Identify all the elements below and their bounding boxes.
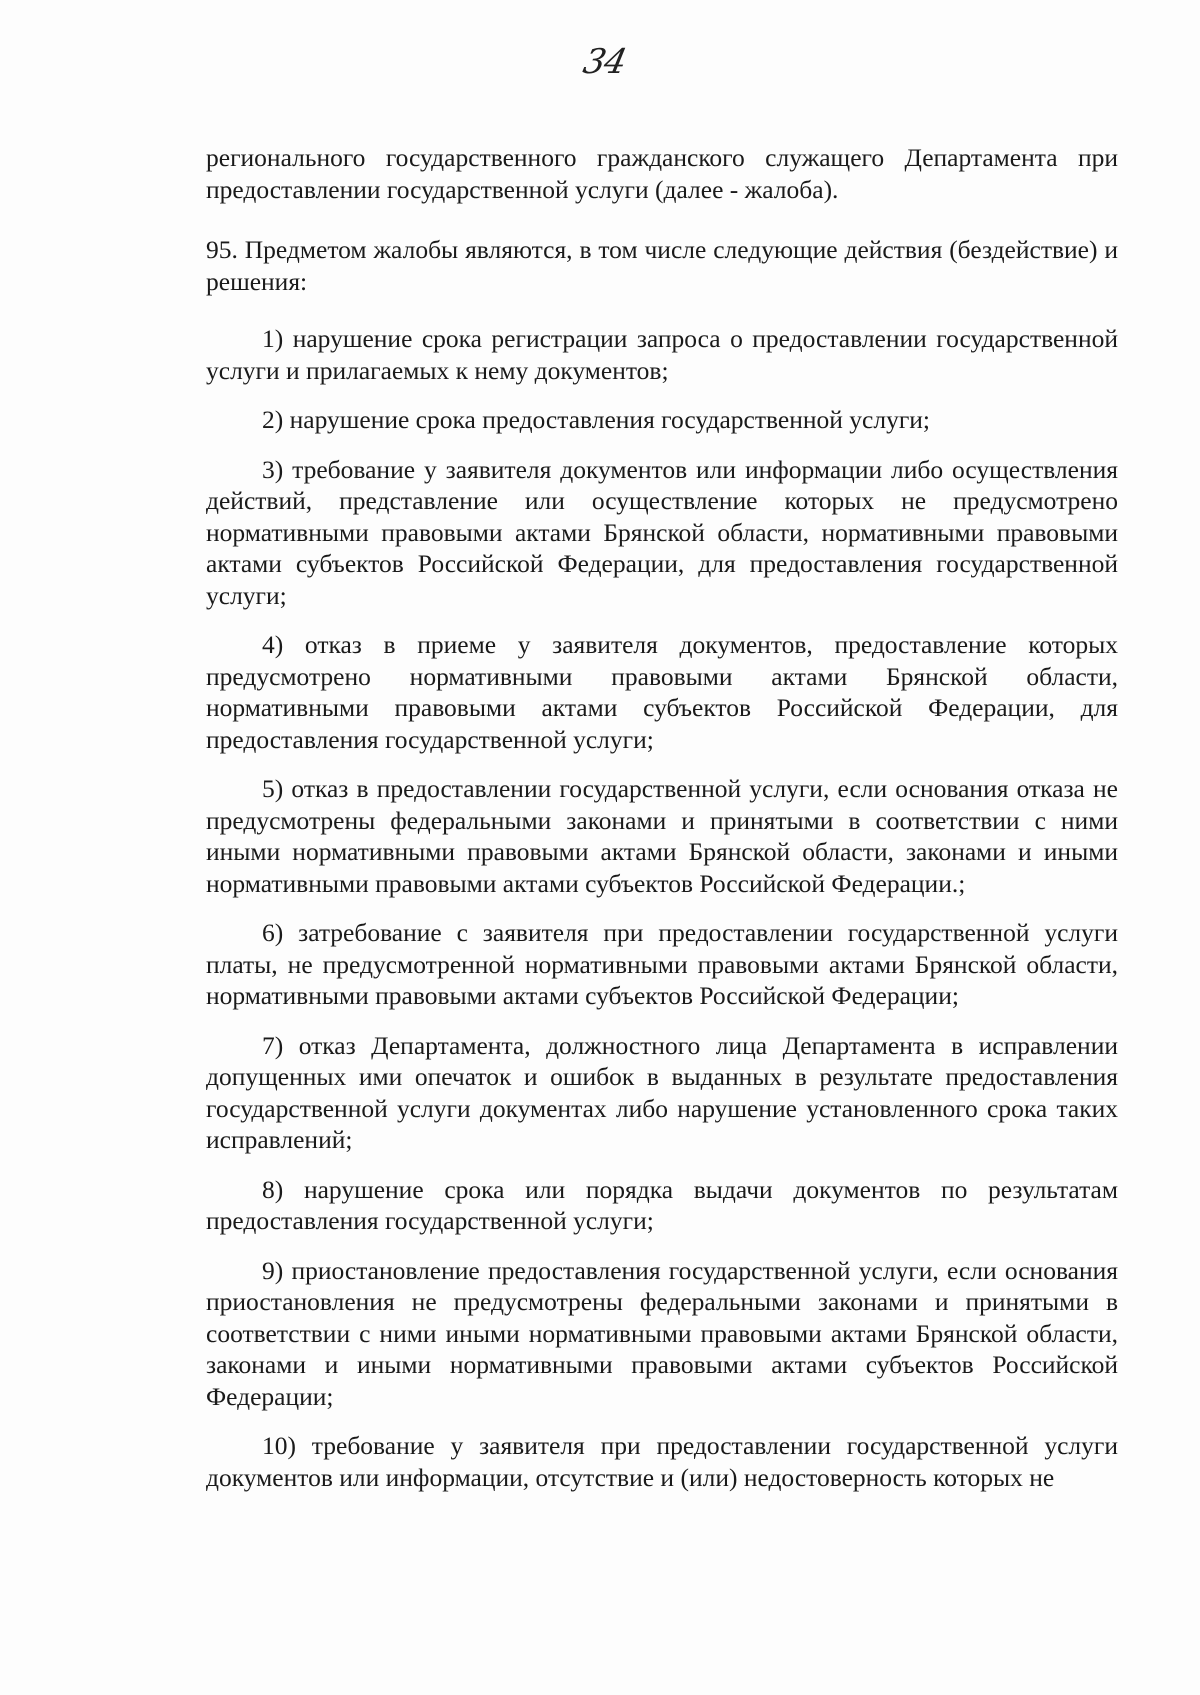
page-number: 34	[579, 42, 630, 82]
document-body	[206, 142, 1118, 1493]
list-item-8: 8) нарушение срока или порядка выдачи документов по результатам предоставления государственной услуги;	[206, 1174, 1118, 1235]
list-item-7: 7) отказ Департамента, должностного лица Департамента в исправлении допущенных ими опечаток и ошибок в выданных в результате предоставления государственной услуги документах либо нарушение установленного срока таких исправлений;	[206, 1030, 1118, 1154]
list-item-5: 5) отказ в предоставлении государственной услуги, если основания отказа не предусмотрены федеральными законами и принятыми в соответствии с ними иными нормативными правовыми актами Брянской области, законами и иными нормативными правовыми актами субъектов Российской Федерации.;	[206, 774, 1118, 898]
paragraph-continuation: регионального государственного гражданского служащего Департамента при предоставлении государственной услуги (далее - жалоба).	[206, 143, 1118, 204]
paragraph-95: 95. Предметом жалобы являются, в том числе следующие действия (бездействие) и решения:	[206, 235, 1118, 296]
list-item-3: 3) требование у заявителя документов или информации либо осуществления действий, представление или осуществление которых не предусмотрено нормативными правовыми актами Брянской области, нормативными правовыми актами субъектов Российской Федерации, для предоставления государственной услуги;	[206, 454, 1118, 610]
list-item-6: 6) затребование с заявителя при предоставлении государственной услуги платы, не предусмотренной нормативными правовыми актами Брянской области, нормативными правовыми актами субъектов Российской Федерации;	[206, 918, 1118, 1010]
list-item-2: 2) нарушение срока предоставления государственной услуги;	[262, 405, 931, 434]
list-item-9: 9) приостановление предоставления государственной услуги, если основания приостановления не предусмотрены федеральными законами и принятыми в соответствии с ними иными нормативными правовыми актами Брянской области, законами и иными нормативными правовыми актами субъектов Российской Федерации;	[206, 1255, 1118, 1411]
list-item-10: 10) требование у заявителя при предоставлении государственной услуги документов или информации, отсутствие и (или) недостоверность которых не	[206, 1431, 1118, 1492]
list-item-4: 4) отказ в приеме у заявителя документов, предоставление которых предусмотрено нормативными правовыми актами Брянской области, нормативными правовыми актами субъектов Российской Федерации, для предоставления государственной услуги;	[206, 630, 1118, 754]
list-item-1: 1) нарушение срока регистрации запроса о предоставлении государственной услуги и прилагаемых к нему документов;	[206, 324, 1118, 385]
